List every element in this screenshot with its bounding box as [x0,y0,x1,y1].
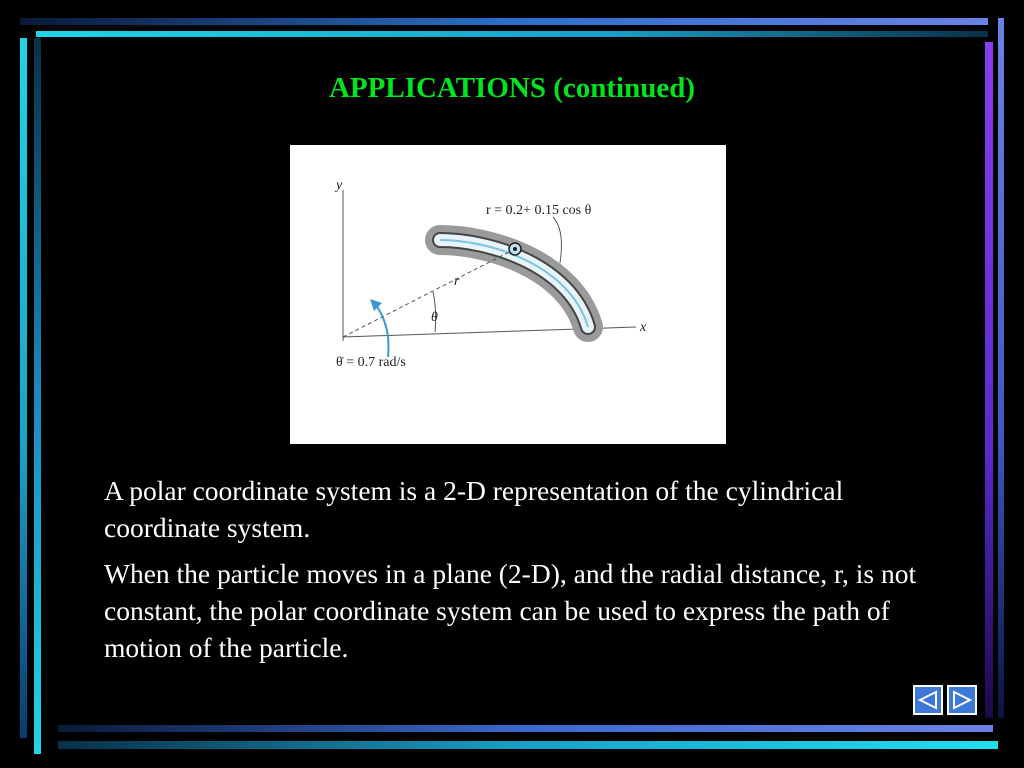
bottom-frame-bar [58,741,998,749]
paragraph-1: A polar coordinate system is a 2-D representation of the cylindrical coordinate system. [104,475,844,543]
theta-label: θ [431,310,438,325]
right-frame-bar-inner [985,42,993,718]
next-slide-button[interactable] [947,685,977,715]
x-axis-label: x [640,320,647,335]
right-frame-bar [998,18,1004,718]
slide-body [104,472,924,675]
equation-label: r = 0.2+ 0.15 cos θ [486,203,592,218]
top-frame-bar [20,18,988,25]
bottom-frame-bar-inner [58,725,993,732]
r-label: r [454,274,460,289]
right-arrow-icon [951,689,973,711]
particle-center [513,247,517,251]
previous-slide-button[interactable] [913,685,943,715]
radial-line [343,249,515,337]
left-arrow-icon [917,689,939,711]
angular-velocity-arrow [376,305,389,357]
equation-leader [553,217,561,263]
angular-velocity-arrowhead [370,299,382,311]
slide-title: APPLICATIONS (continued) [328,72,696,104]
left-frame-bar [20,38,27,738]
polar-diagram-figure [290,145,726,444]
left-frame-bar-inner [34,38,41,754]
polar-diagram [290,145,726,444]
paragraph-2: When the particle moves in a plane (2-D), and the radial distance, r, is not constant, the polar coordinate system can be used to express the path of motion of the particle. [104,558,917,663]
y-axis-label: y [336,178,343,193]
angular-rate-label: θ̇ = 0.7 rad/s [336,355,406,370]
top-frame-bar-inner [36,31,988,37]
